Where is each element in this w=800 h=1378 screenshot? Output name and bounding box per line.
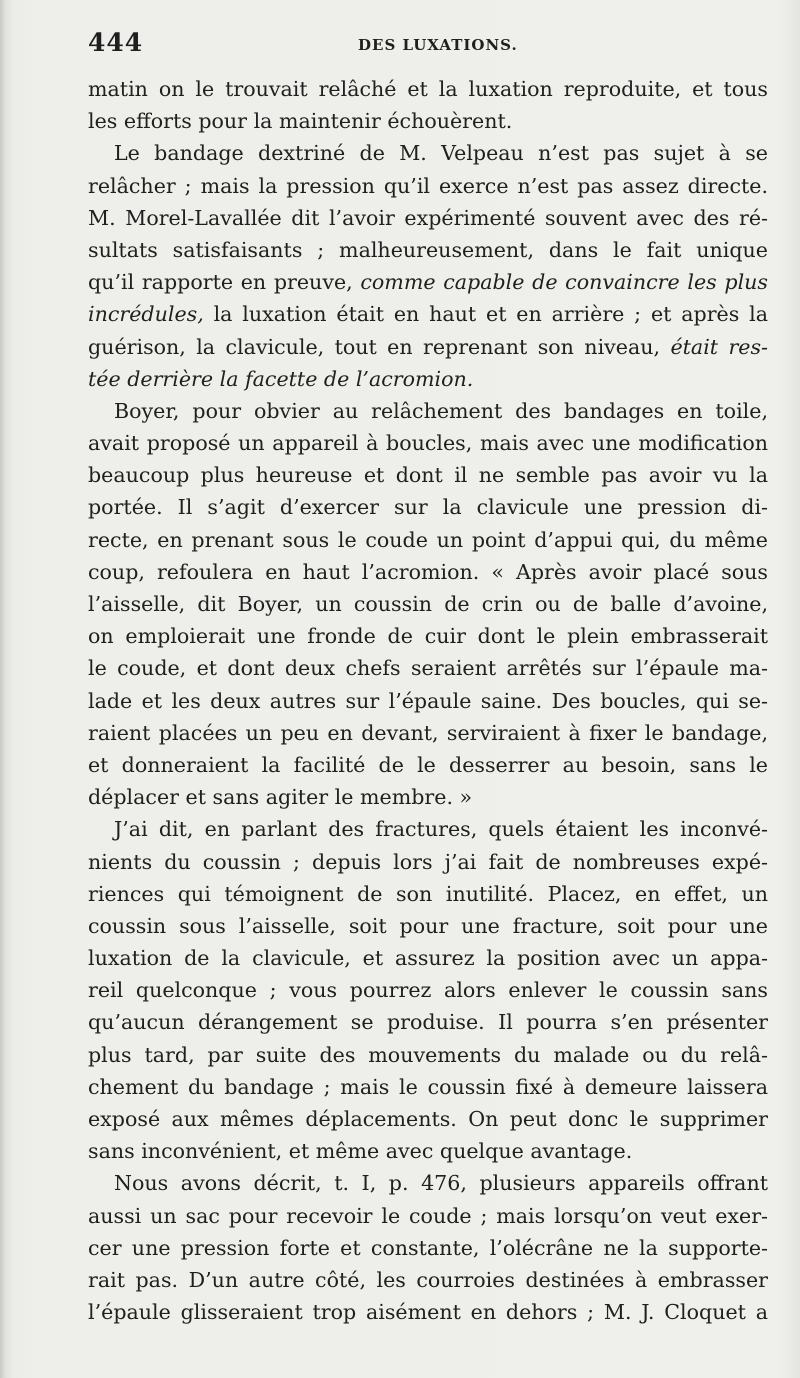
text-line xyxy=(88,1135,768,1167)
text-line xyxy=(88,427,768,459)
running-head xyxy=(88,28,768,68)
line-text: exposé aux mêmes déplacements. On peut donc le supprimer xyxy=(88,1107,768,1131)
text-line xyxy=(88,298,768,330)
text-line xyxy=(88,685,768,717)
line-text: et donneraient la facilité de le desserrer au besoin, sans le xyxy=(88,752,768,777)
running-title: DES LUXATIONS. xyxy=(358,36,518,54)
line-text: Le bandage dextriné de M. Velpeau n’est pas sujet à se xyxy=(114,141,768,166)
line-text: matin on le trouvait relâché et la luxation reproduite, et tous xyxy=(88,77,768,101)
text-line xyxy=(88,717,768,749)
page-number: 444 xyxy=(88,28,144,57)
text-line xyxy=(88,395,768,427)
line-text: la luxation était en haut et en arrière ; et après la xyxy=(213,302,768,327)
line-text: relâcher ; mais la pression qu’il exerce n’est pas assez directe. xyxy=(88,173,768,198)
line-text: recte, en prenant sous le coude un point d’appui qui, du même xyxy=(88,527,768,552)
line-text: le coude, et dont deux chefs seraient arrêtés sur l’épaule ma- xyxy=(88,656,768,681)
line-text: qu’aucun dérangement se produise. Il pourra s’en présenter xyxy=(88,1010,768,1035)
text-line xyxy=(88,910,768,942)
line-text: avait proposé un appareil à boucles, mais avec une modification xyxy=(88,431,768,456)
text-line xyxy=(88,1006,768,1038)
line-text: aussi un sac pour recevoir le coude ; mais lorsqu’on veut exer- xyxy=(88,1203,768,1228)
text-line xyxy=(88,170,768,202)
line-text: qu’il rapporte en preuve, xyxy=(88,270,353,295)
line-text: riences qui témoignent de son inutilité. Placez, en effet, un xyxy=(88,881,768,906)
line-text: nients du coussin ; depuis lors j’ai fait de nombreuses expé- xyxy=(88,849,768,874)
text-line xyxy=(88,1200,768,1232)
line-text: on emploierait une fronde de cuir dont le plein embrasserait xyxy=(88,624,768,649)
text-line xyxy=(88,234,768,266)
text-line xyxy=(88,620,768,652)
text-line xyxy=(88,878,768,910)
line-text: portée. Il s’agit d’exercer sur la clavicule une pression di- xyxy=(88,495,768,520)
italic-span: incrédules, xyxy=(88,302,204,327)
text-line xyxy=(88,556,768,588)
text-line xyxy=(88,1264,768,1296)
text-line xyxy=(88,105,768,137)
line-text: guérison, la clavicule, tout en reprenant son niveau, xyxy=(88,334,661,359)
line-text: les efforts pour la maintenir échouèrent. xyxy=(88,109,513,134)
line-text: plus tard, par suite des mouvements du malade ou du relâ- xyxy=(88,1042,768,1067)
line-text: beaucoup plus heureuse et dont il ne semble pas avoir vu la xyxy=(88,463,768,488)
italic-span: comme capable de convaincre les plus xyxy=(360,270,768,295)
line-text: cer une pression forte et constante, l’olécrâne ne la supporte- xyxy=(88,1235,768,1260)
line-text: coussin sous l’aisselle, soit pour une fracture, soit pour une xyxy=(88,913,768,938)
line-text: sultats satisfaisants ; malheureusement, dans le fait unique xyxy=(88,237,768,262)
line-text: chement du bandage ; mais le coussin fixé à demeure laissera xyxy=(88,1074,768,1099)
text-line xyxy=(88,1296,768,1328)
text-line xyxy=(88,202,768,234)
text-line xyxy=(88,1071,768,1103)
text-line xyxy=(88,1039,768,1071)
line-text: Nous avons décrit, t. I, p. 476, plusieurs appareils offrant xyxy=(114,1171,768,1196)
text-line xyxy=(88,942,768,974)
text-line xyxy=(88,749,768,781)
text-line xyxy=(88,266,768,298)
body-text xyxy=(88,73,768,1328)
italic-span: tée derrière la facette de l’acromion. xyxy=(88,366,474,391)
text-line xyxy=(88,781,768,813)
text-line xyxy=(88,137,768,169)
line-text: raient placées un peu en devant, serviraient à fixer le bandage, xyxy=(88,720,768,745)
text-line xyxy=(88,1103,768,1135)
line-text: rait pas. D’un autre côté, les courroies destinées à embrasser xyxy=(88,1267,768,1292)
line-text: sans inconvénient, et même avec quelque avantage. xyxy=(88,1139,633,1164)
line-text: déplacer et sans agiter le membre. » xyxy=(88,785,473,810)
line-text: Boyer, pour obvier au relâchement des bandages en toile, xyxy=(114,398,768,423)
text-line xyxy=(88,524,768,556)
line-text: l’épaule glisseraient trop aisément en dehors ; M. J. Cloquet a xyxy=(88,1300,768,1325)
text-line xyxy=(88,73,768,105)
text-line xyxy=(88,588,768,620)
text-line xyxy=(88,491,768,523)
line-text: lade et les deux autres sur l’épaule saine. Des boucles, qui se- xyxy=(88,688,768,713)
text-line xyxy=(88,1167,768,1199)
line-text: M. Morel-Lavallée dit l’avoir expérimenté souvent avec des ré- xyxy=(88,205,768,230)
text-line xyxy=(88,363,768,395)
line-text: luxation de la clavicule, et assurez la position avec un appa- xyxy=(88,946,768,971)
text-line xyxy=(88,652,768,684)
line-text: J’ai dit, en parlant des fractures, quels étaient les inconvé- xyxy=(114,817,768,842)
text-line xyxy=(88,974,768,1006)
text-line xyxy=(88,1232,768,1264)
text-line xyxy=(88,813,768,845)
line-text: l’aisselle, dit Boyer, un coussin de crin ou de balle d’avoine, xyxy=(88,592,768,616)
line-text: coup, refoulera en haut l’acromion. « Après avoir placé sous xyxy=(88,559,768,584)
italic-span: était res- xyxy=(670,334,768,359)
text-line xyxy=(88,459,768,491)
text-line xyxy=(88,331,768,363)
text-line xyxy=(88,846,768,878)
line-text: reil quelconque ; vous pourrez alors enlever le coussin sans xyxy=(88,978,768,1003)
